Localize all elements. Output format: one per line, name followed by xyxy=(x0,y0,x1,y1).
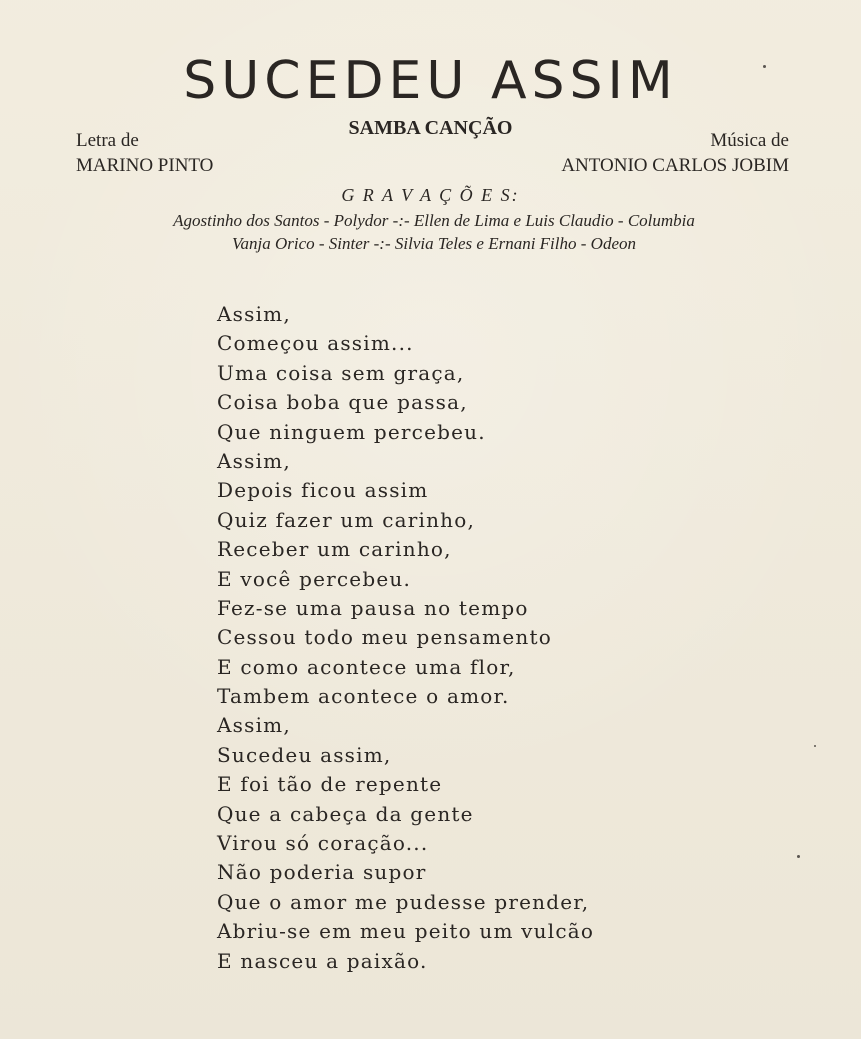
lyric-line: Assim, xyxy=(217,302,291,326)
recordings-heading: G R A V A Ç Õ E S: xyxy=(341,185,520,205)
lyrics-block xyxy=(217,300,837,976)
lyric-line: E foi tão de repente xyxy=(217,772,443,797)
lyricist-name: MARINO PINTO xyxy=(76,155,214,176)
lyric-line: Que a cabeça da gente xyxy=(217,801,474,826)
lyric-line: Receber um carinho, xyxy=(217,537,452,562)
lyric-line: E como acontece uma flor, xyxy=(217,654,516,679)
lyric-line: Abriu-se em meu peito um vulcão xyxy=(217,919,595,944)
lyric-line: Coisa boba que passa, xyxy=(217,390,468,415)
lyric-line: Assim, xyxy=(217,448,291,473)
lyric-line: Virou só coração... xyxy=(217,831,429,856)
lyric-line: Assim, xyxy=(217,713,291,738)
ink-speck xyxy=(763,65,766,68)
lyric-line: Uma coisa sem graça, xyxy=(217,360,465,385)
ink-speck xyxy=(814,745,816,747)
lyric-line: Depois ficou assim xyxy=(217,478,429,503)
lyric-line: Que ninguem percebeu. xyxy=(217,419,486,444)
lyric-line: Cessou todo meu pensamento xyxy=(217,625,552,650)
recording-line: Vanja Orico - Sinter -:- Silvia Teles e Ernani Filho - Odeon xyxy=(231,234,636,253)
recording-line: Agostinho dos Santos - Polydor -:- Ellen de Lima e Luis Claudio - Columbia xyxy=(173,211,695,230)
lyric-line: Começou assim... xyxy=(217,331,414,356)
ink-speck xyxy=(797,855,800,858)
composer-label: Música de xyxy=(710,130,789,151)
lyric-line: Não poderia supor xyxy=(217,860,427,885)
composer-name: ANTONIO CARLOS JOBIM xyxy=(561,155,789,176)
lyric-line: E nasceu a paixão. xyxy=(217,948,428,973)
lyric-line: Tambem acontece o amor. xyxy=(217,684,510,709)
lyric-line: Quiz fazer um carinho, xyxy=(217,507,476,532)
lyric-line: Sucedeu assim, xyxy=(217,742,392,767)
song-genre: SAMBA CANÇÃO xyxy=(348,117,513,139)
song-title: SUCEDEU ASSIM xyxy=(183,51,678,111)
lyric-line: Fez-se uma pausa no tempo xyxy=(217,595,529,620)
lyric-line: Que o amor me pudesse prender, xyxy=(217,889,590,914)
lyric-line: E você percebeu. xyxy=(217,566,412,591)
lyricist-label: Letra de xyxy=(76,130,139,151)
